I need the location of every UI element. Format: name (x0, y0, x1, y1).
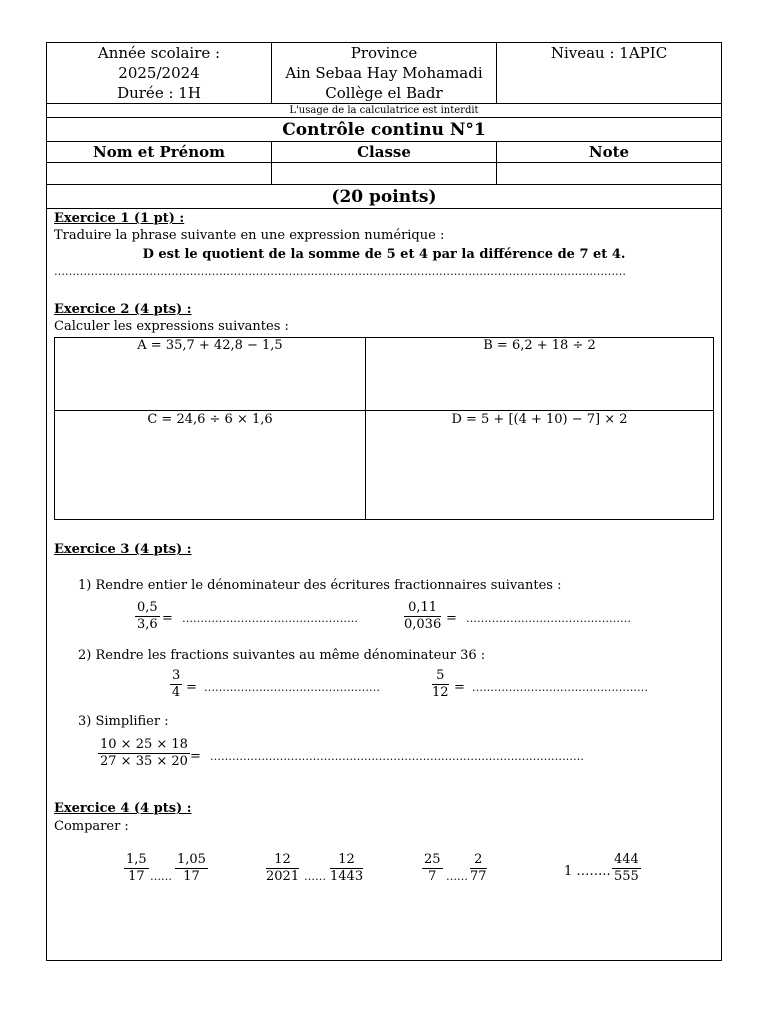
ex1-instruction: Traduire la phrase suivante en une expression numérique : (54, 228, 445, 243)
name-field[interactable] (48, 163, 270, 184)
college: Collège el Badr (325, 84, 443, 102)
fraction-2-over-77: $\frac{2}{77}$ (470, 852, 487, 884)
compare-dots[interactable]: …… (446, 870, 468, 883)
points-total: (20 points) (331, 187, 437, 207)
province: Province (350, 44, 418, 62)
fraction-3-over-4: $\frac{3}{4}$ (171, 668, 181, 700)
level: Niveau : 1APIC (550, 44, 668, 62)
ex1-answer-line[interactable]: ………………………………………………………………………………………………………………………………………… (54, 265, 626, 278)
grade-field[interactable] (498, 163, 720, 184)
fraction-5-over-12: $\frac{5}{12}$ (432, 668, 449, 700)
expr-a: A = 35,7 + 42,8 − 1,5 (137, 338, 283, 353)
equals: = (454, 680, 465, 695)
institution-info (272, 43, 496, 103)
equals: = (190, 749, 201, 764)
school-year: 2025/2024 (118, 64, 200, 82)
fraction-12-over-2021: $\frac{12}{2021}$ (266, 852, 300, 884)
duration: Durée : 1H (117, 84, 201, 102)
fraction-12-over-1443: $\frac{12}{1443}$ (330, 852, 364, 884)
fraction-0-11-over-0-036: $\frac{0,11}{0,036}$ (404, 600, 442, 632)
fraction-444-over-555: $\frac{444}{555}$ (614, 852, 639, 884)
class-field[interactable] (273, 163, 495, 184)
ex3-q3: 3) Simplifier : (78, 714, 169, 729)
col-class: Classe (357, 143, 411, 161)
compare-dots[interactable]: …… (304, 870, 326, 883)
fraction-0-5-over-3-6: $\frac{0,5}{3,6}$ (137, 600, 158, 632)
equals: = (162, 611, 173, 626)
ex4-title: Exercice 4 (4 pts) : (54, 801, 192, 816)
answer-dots[interactable]: ………………………………………… (204, 681, 380, 694)
exam-title: Contrôle continu N°1 (282, 120, 486, 140)
answer-dots[interactable]: ………………………………………… (182, 612, 358, 625)
fraction-1-05-over-17: $\frac{1,05}{17}$ (177, 852, 206, 884)
ex3-q2: 2) Rendre les fractions suivantes au même dénominateur 36 : (78, 648, 486, 663)
equals: = (446, 611, 457, 626)
one-compare[interactable]: 1 …….. (564, 864, 611, 879)
ex1-sentence: D est le quotient de la somme de 5 et 4 par la différence de 7 et 4. (142, 247, 626, 262)
fraction-25-over-7: $\frac{25}{7}$ (424, 852, 441, 884)
col-grade: Note (588, 143, 630, 161)
ex2-instruction: Calculer les expressions suivantes : (54, 319, 289, 334)
col-name: Nom et Prénom (92, 143, 225, 161)
expr-b: B = 6,2 + 18 ÷ 2 (483, 338, 596, 353)
ex3-q1: 1) Rendre entier le dénominateur des écritures fractionnaires suivantes : (78, 578, 562, 593)
school-year-label: Année scolaire : (97, 44, 221, 62)
ex2-grid (54, 337, 714, 520)
compare-dots[interactable]: …… (150, 870, 172, 883)
district: Ain Sebaa Hay Mohamadi (285, 64, 483, 82)
school-info (47, 43, 271, 103)
equals: = (186, 680, 197, 695)
ex4-instruction: Comparer : (54, 819, 129, 834)
answer-dots[interactable]: ………………………………………………………………………………………… (210, 750, 584, 763)
ex2-title: Exercice 2 (4 pts) : (54, 302, 192, 317)
ex1-title: Exercice 1 (1 pt) : (54, 211, 185, 226)
answer-dots[interactable]: ………………………………………… (472, 681, 648, 694)
expr-c: C = 24,6 ÷ 6 × 1,6 (147, 412, 273, 427)
calculator-note: L'usage de la calculatrice est interdit (289, 105, 479, 116)
expr-d: D = 5 + [(4 + 10) − 7] × 2 (451, 412, 628, 427)
ex3-title: Exercice 3 (4 pts) : (54, 542, 192, 557)
fraction-1-5-over-17: $\frac{1,5}{17}$ (126, 852, 147, 884)
answer-dots[interactable]: ……………………………………… (466, 612, 631, 625)
fraction-simplify: $\frac{10 \times 25 \times 18}{27 \times 35 \times 20}$ (100, 737, 188, 769)
